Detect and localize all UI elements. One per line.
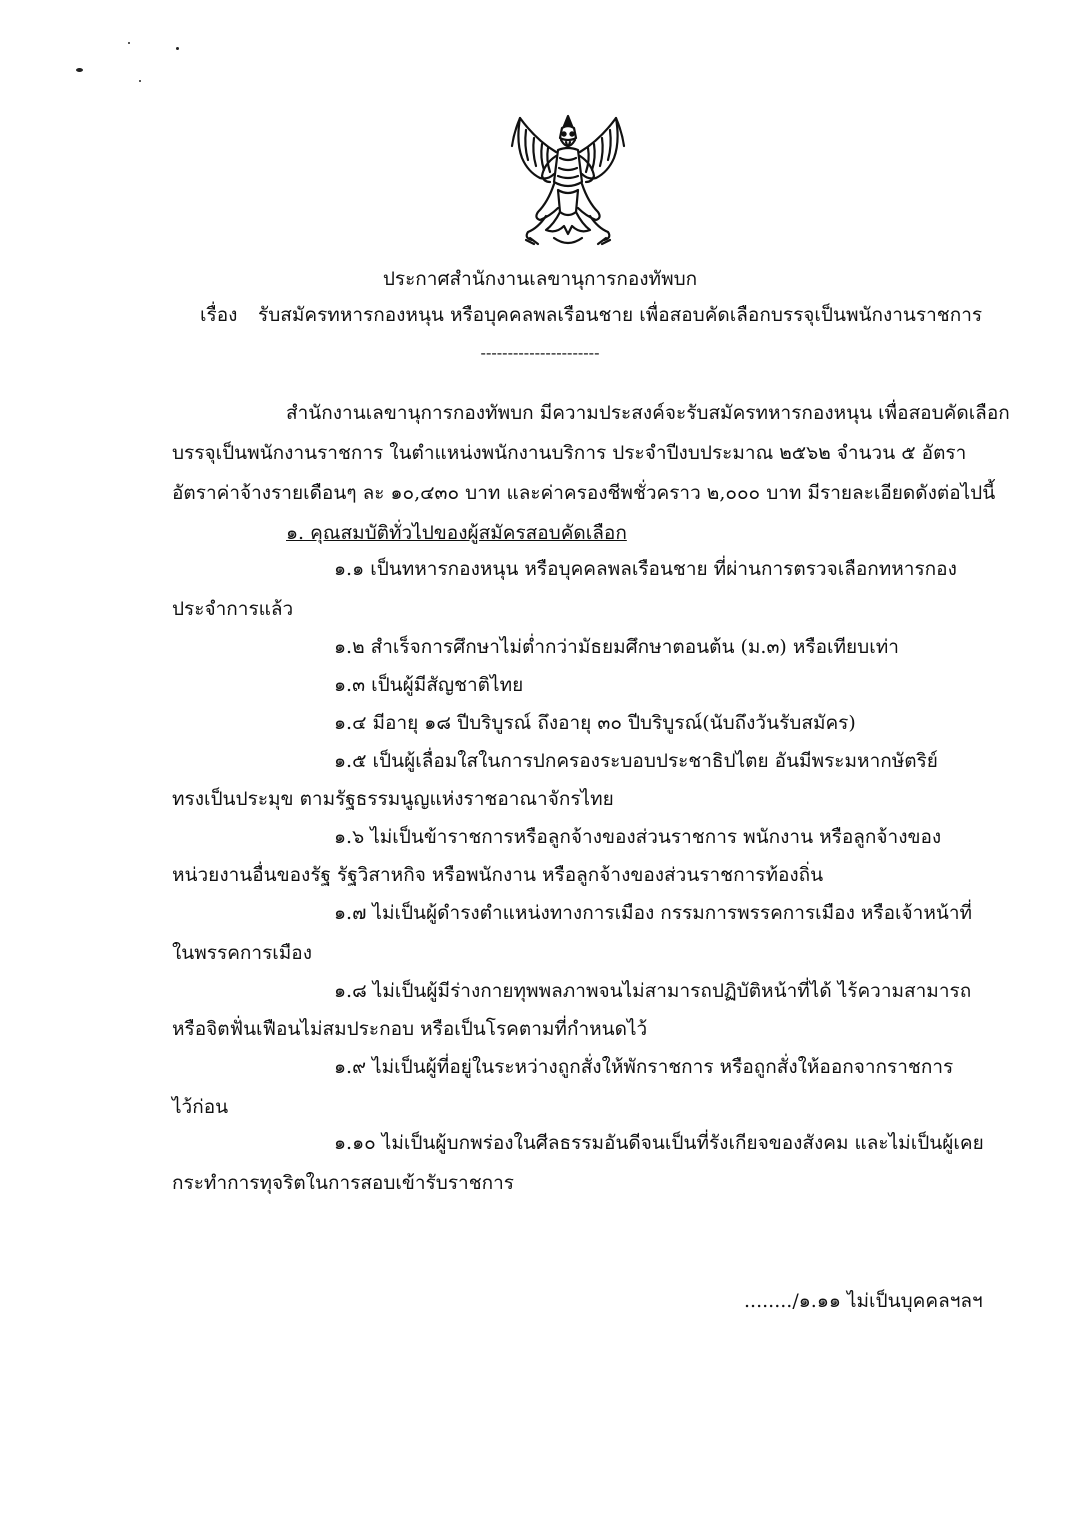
scan-speck	[139, 80, 141, 82]
list-item-continuation: หน่วยงานอื่นของรัฐ รัฐวิสาหกิจ หรือพนักงาน หรือลูกจ้างของส่วนราชการท้องถิ่น	[172, 864, 824, 886]
list-item: ๑.๒ สำเร็จการศึกษาไม่ต่ำกว่ามัธยมศึกษาตอนต้น (ม.๓) หรือเทียบเท่า	[334, 636, 899, 658]
list-item: ๑.๑ เป็นทหารกองหนุน หรือบุคคลพลเรือนชาย ที่ผ่านการตรวจเลือกทหารกอง	[334, 558, 957, 580]
list-item: ๑.๘ ไม่เป็นผู้มีร่างกายทุพพลภาพจนไม่สามารถปฏิบัติหน้าที่ได้ ไร้ความสามารถ	[334, 980, 972, 1002]
garuda-emblem-icon	[498, 112, 638, 252]
scan-speck	[128, 42, 130, 44]
scan-speck	[176, 47, 179, 50]
list-item: ๑.๙ ไม่เป็นผู้ที่อยู่ในระหว่างถูกสั่งให้พักราชการ หรือถูกสั่งให้ออกจากราชการ	[334, 1056, 954, 1078]
intro-line: สำนักงานเลขานุการกองทัพบก มีความประสงค์จะรับสมัครทหารกองหนุน เพื่อสอบคัดเลือก	[286, 402, 1010, 424]
list-item: ๑.๕ เป็นผู้เลื่อมใสในการปกครองระบอบประชาธิปไตย อันมีพระมหากษัตริย์	[334, 750, 938, 772]
list-item-continuation: ประจำการแล้ว	[172, 598, 294, 620]
announcement-title: ประกาศสำนักงานเลขานุการกองทัพบก	[382, 268, 698, 290]
intro-line: บรรจุเป็นพนักงานราชการ ในตำแหน่งพนักงานบริการ ประจำปีงบประมาณ ๒๕๖๒ จำนวน ๕ อัตรา	[172, 442, 967, 464]
list-item-continuation: ทรงเป็นประมุข ตามรัฐธรรมนูญแห่งราชอาณาจักรไทย	[172, 788, 614, 810]
list-item-continuation: หรือจิตฟั่นเฟือนไม่สมประกอบ หรือเป็นโรคตามที่กำหนดไว้	[172, 1018, 648, 1040]
subject-label: เรื่อง	[200, 304, 238, 326]
list-item: ๑.๑๐ ไม่เป็นผู้บกพร่องในศีลธรรมอันดีจนเป็นที่รังเกียจของสังคม และไม่เป็นผู้เคย	[334, 1132, 984, 1154]
list-item-continuation: กระทำการทุจริตในการสอบเข้ารับราชการ	[172, 1172, 514, 1194]
list-item: ๑.๓ เป็นผู้มีสัญชาติไทย	[334, 674, 524, 696]
intro-line: อัตราค่าจ้างรายเดือนๆ ละ ๑๐,๔๓๐ บาท และค่าครองชีพชั่วคราว ๒,๐๐๐ บาท มีรายละเอียดดังต่อไปนี้	[172, 482, 996, 504]
page-continuation: ......../๑.๑๑ ไม่เป็นบุคคลฯลฯ	[744, 1290, 983, 1312]
list-item: ๑.๖ ไม่เป็นข้าราชการหรือลูกจ้างของส่วนราชการ พนักงาน หรือลูกจ้างของ	[334, 826, 942, 848]
list-item-continuation: ไว้ก่อน	[172, 1096, 229, 1118]
list-item: ๑.๗ ไม่เป็นผู้ดำรงตำแหน่งทางการเมือง กรรมการพรรคการเมือง หรือเจ้าหน้าที่	[334, 902, 973, 924]
section-heading: ๑. คุณสมบัติทั่วไปของผู้สมัครสอบคัดเลือก	[286, 522, 627, 544]
list-item-continuation: ในพรรคการเมือง	[172, 942, 312, 964]
scan-speck	[76, 68, 83, 72]
subject-text: รับสมัครทหารกองหนุน หรือบุคคลพลเรือนชาย เพื่อสอบคัดเลือกบรรจุเป็นพนักงานราชการ	[258, 304, 983, 326]
title-divider: ----------------------	[480, 343, 600, 362]
list-item: ๑.๔ มีอายุ ๑๘ ปีบริบูรณ์ ถึงอายุ ๓๐ ปีบริบูรณ์(นับถึงวันรับสมัคร)	[334, 712, 856, 734]
